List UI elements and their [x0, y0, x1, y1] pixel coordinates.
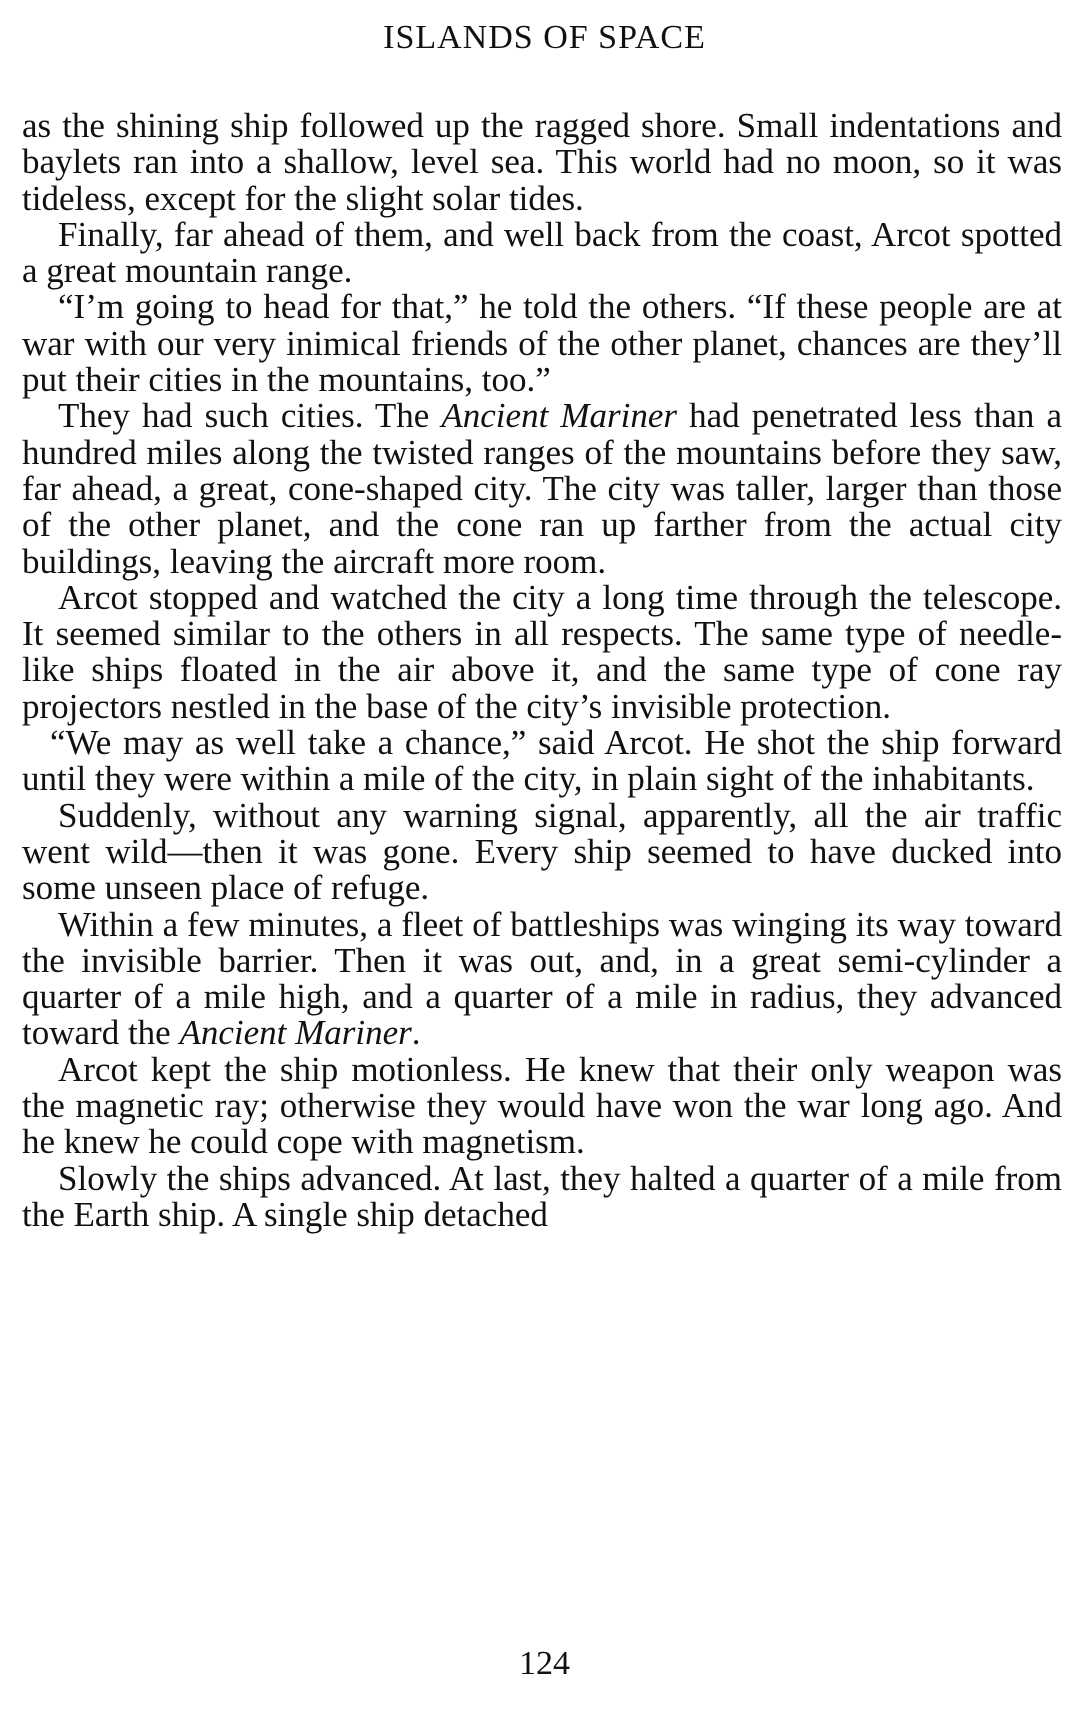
paragraph-3: “I’m going to head for that,” he told the others. “If these people are at war with our very inimical friends of the other planet, chances are they’ll put their cities in the mountains, too.” [22, 287, 1062, 400]
body-text [22, 108, 1062, 1233]
paragraph-8-after: . [411, 1013, 421, 1053]
paragraph-7: Suddenly, without any warning signal, apparently, all the air traffic went wild—then it was gone. Every ship seemed to have ducked into some unseen place of refuge. [22, 795, 1062, 908]
page-number: 124 [519, 1645, 570, 1682]
paragraph-8-before: Within a few minutes, a fleet of battleships was winging its way toward the invisible barrier. Then it was out, and, in a great semi-cylinder a quarter of a mile high, and a quarter of a mile in radius, they advanced toward the [22, 904, 1062, 1053]
paragraph-4 [22, 398, 1062, 579]
paragraph-1: as the shining ship followed up the ragged shore. Small indentations and baylets ran into a shallow, level sea. This world had no moon, so it was tideless, except for the slight solar tides. [22, 106, 1062, 218]
paragraph-4-before: They had such cities. The [58, 396, 442, 436]
paragraph-6: “We may as well take a chance,” said Arcot. He shot the ship forward until they were within a mile of the city, in plain sight of the inhabitants. [22, 723, 1062, 799]
running-head: ISLANDS OF SPACE [383, 19, 706, 56]
paragraph-2: Finally, far ahead of them, and well back from the coast, Arcot spotted a great mountain range. [22, 214, 1062, 291]
ship-name-italic: Ancient Mariner [441, 396, 678, 436]
paragraph-8 [22, 904, 1062, 1053]
paragraph-4-after: had penetrated less than a hundred miles along the twisted ranges of the mountains before they saw, far ahead, a great, cone-shaped city. The city was taller, larger than those of the other planet, and the cone ran up farther from the actual city buildings, leaving the aircraft more room. [22, 396, 1062, 581]
paragraph-9: Arcot kept the ship motionless. He knew that their only weapon was the magnetic ray; otherwise they would have won the war long ago. And he knew he could cope with magnetism. [22, 1049, 1062, 1162]
ship-name-italic: Ancient Mariner [179, 1013, 412, 1053]
paragraph-5: Arcot stopped and watched the city a long time through the telescope. It seemed similar to the others in all respects. The same type of needle-like ships floated in the air above it, and the same type of cone ray projectors nestled in the base of the city’s invisible protection. [22, 577, 1062, 726]
paragraph-10: Slowly the ships advanced. At last, they halted a quarter of a mile from the Earth ship. A single ship detached [22, 1158, 1062, 1234]
